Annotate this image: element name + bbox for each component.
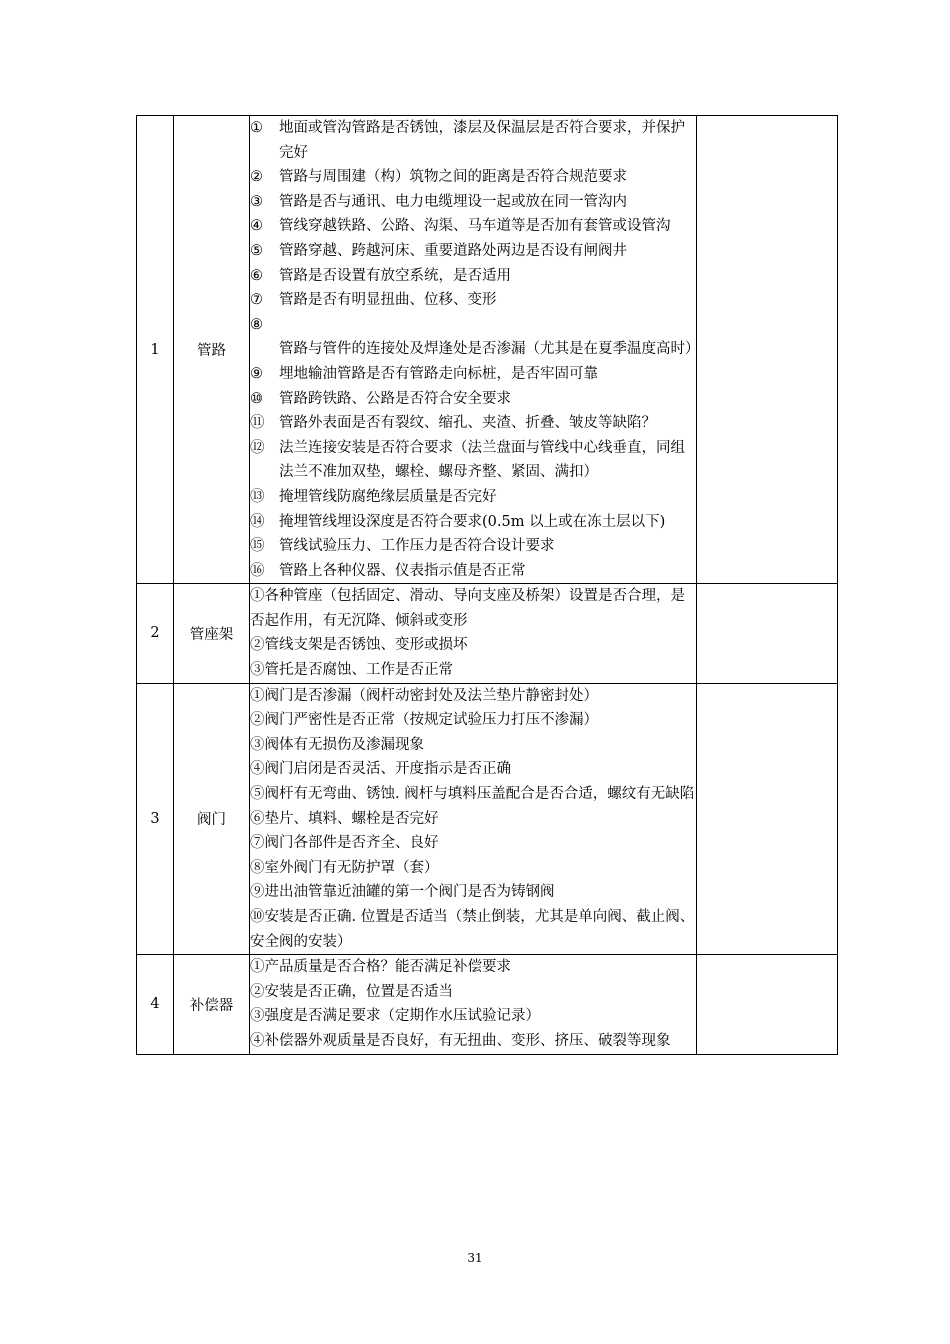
item-name: 阀门 (174, 683, 250, 955)
remark-cell (697, 955, 838, 1054)
item-name: 管路 (174, 116, 250, 584)
item-number: 3 (137, 683, 174, 955)
item-text: 补偿器外观质量是否良好，有无扭曲、变形、挤压、破裂等现象 (264, 1032, 671, 1049)
item-marker: ② (250, 637, 265, 654)
item-marker: ⑪ (250, 415, 265, 432)
item-name: 补偿器 (174, 955, 250, 1054)
item-marker: ⑩ (250, 390, 263, 407)
item-text: 垫片、填料、螺栓是否完好 (264, 810, 439, 827)
list-item (250, 214, 696, 239)
item-marker: ① (250, 959, 265, 976)
list-item (250, 880, 696, 905)
list-item (250, 411, 696, 436)
item-text: 阀杆有无弯曲、锈蚀. 阀杆与填料压盖配合是否合适，螺纹有无缺陷 (264, 786, 695, 803)
item-marker: ⑮ (250, 538, 265, 555)
list-item (250, 955, 696, 980)
item-marker: ② (250, 712, 265, 729)
list-item (250, 782, 696, 807)
page-number: 31 (467, 1251, 483, 1265)
check-content-cell (250, 116, 700, 584)
list-item (250, 1029, 696, 1054)
list-item (250, 288, 696, 313)
item-name: 管座架 (174, 584, 250, 683)
list-item (250, 116, 696, 165)
item-marker: ⑩ (250, 909, 265, 925)
item-text: 阀门严密性是否正常（按规定试验压力打压不渗漏） (264, 712, 598, 729)
item-marker: ③ (250, 193, 263, 210)
item-marker: ⑫ (250, 439, 265, 456)
item-text: 管路是否有明显扭曲、位移、变形 (279, 292, 497, 309)
list-item (250, 831, 696, 856)
item-marker: ⑧ (250, 316, 263, 333)
item-marker: ⑨ (250, 884, 265, 901)
item-number: 2 (137, 584, 174, 683)
item-marker: ① (250, 120, 263, 136)
item-marker: ⑬ (250, 488, 265, 505)
check-content-cell (250, 584, 697, 683)
item-number: 4 (137, 955, 174, 1054)
item-text: 埋地输油管路是否有管路走向标桩，是否牢固可靠 (279, 365, 598, 382)
list-item (250, 485, 696, 510)
list-item (250, 905, 696, 954)
item-marker: ⑦ (250, 292, 263, 309)
item-text: 管路跨铁路、公路是否符合安全要求 (279, 390, 511, 407)
item-text: 阀门是否渗漏（阀杆动密封处及法兰垫片静密封处） (264, 687, 598, 704)
item-text: 管路穿越、跨越河床、重要道路处两边是否设有闸阀井 (279, 242, 627, 259)
item-marker: ⑤ (250, 242, 263, 259)
list-item (250, 757, 696, 782)
list-item (250, 708, 696, 733)
item-marker: ③ (250, 736, 265, 753)
list-item (250, 807, 696, 832)
item-text: 进出油管靠近油罐的第一个阀门是否为铸钢阀 (264, 884, 555, 901)
item-text: 管路是否设置有放空系统，是否适用 (279, 267, 511, 284)
list-item (250, 1004, 696, 1029)
remark-cell (697, 584, 838, 683)
item-marker: ④ (250, 761, 265, 778)
item-marker: ① (250, 687, 265, 704)
item-text: 管路上各种仪器、仪表指示值是否正常 (279, 562, 526, 579)
table-row (137, 584, 838, 683)
item-text: 掩埋管线埋设深度是否符合要求(0.5m 以上或在冻土层以下) (279, 513, 666, 530)
list-item (250, 980, 696, 1005)
list-item (250, 633, 696, 658)
table-row (137, 683, 838, 955)
item-text: 管线支架是否锈蚀、变形或损坏 (264, 637, 468, 654)
item-marker: ⑥ (250, 810, 265, 827)
item-marker: ④ (250, 218, 263, 235)
item-marker: ② (250, 983, 265, 1000)
list-item (250, 856, 696, 881)
list-item (250, 534, 696, 559)
list-item (250, 190, 696, 215)
item-text: 阀门启闭是否灵活、开度指示是否正确 (264, 761, 511, 778)
check-list (250, 955, 696, 1053)
item-number: 1 (137, 116, 174, 584)
remark-cell (697, 116, 838, 584)
item-text: 管路与管件的连接处及焊逢处是否渗漏（尤其是在夏季温度高时） (279, 341, 700, 358)
table-row (137, 116, 838, 584)
item-text: 安装是否正确，位置是否适当 (264, 983, 453, 1000)
list-item (250, 387, 696, 412)
check-content-cell (250, 955, 697, 1054)
list-item (250, 733, 696, 758)
item-marker: ① (250, 588, 265, 605)
item-marker: ⑭ (250, 513, 265, 530)
list-item (250, 165, 696, 190)
remark-cell (697, 683, 838, 955)
list-item (250, 313, 700, 362)
item-text: 管线穿越铁路、公路、沟渠、马车道等是否加有套管或设管沟 (279, 218, 671, 235)
list-item (250, 559, 696, 584)
item-text: 管托是否腐蚀、工作是否正常 (264, 662, 453, 679)
item-text: 阀体有无损伤及渗漏现象 (264, 736, 424, 753)
check-list (250, 116, 700, 583)
list-item (250, 584, 696, 633)
item-text: 各种管座（包括固定、滑动、导向支座及桥架）设置是否合理，是否起作用，有无沉降、倾斜或变形 (250, 588, 685, 629)
item-marker: ⑯ (250, 562, 265, 579)
item-text: 产品质量是否合格？能否满足补偿要求 (264, 959, 511, 976)
item-text: 管路是否与通讯、电力电缆埋设一起或放在同一管沟内 (279, 193, 627, 210)
check-content-cell (250, 683, 697, 955)
check-list (250, 684, 696, 955)
item-marker: ② (250, 169, 263, 186)
item-text: 强度是否满足要求（定期作水压试验记录） (264, 1008, 540, 1025)
item-marker: ⑦ (250, 835, 265, 852)
item-text: 管路与周围建（构）筑物之间的距离是否符合规范要求 (279, 169, 627, 186)
list-item (250, 510, 696, 535)
item-marker: ③ (250, 1008, 265, 1025)
item-text: 室外阀门有无防护罩（套） (264, 859, 439, 876)
item-text: 地面或管沟管路是否锈蚀，漆层及保温层是否符合要求，并保护完好 (279, 120, 685, 161)
item-marker: ⑥ (250, 267, 263, 284)
item-marker: ⑧ (250, 859, 265, 876)
list-item (250, 264, 696, 289)
item-text: 法兰连接安装是否符合要求（法兰盘面与管线中心线垂直，同组法兰不准加双垫，螺栓、螺母齐整、紧固、满扣） (279, 439, 685, 481)
item-marker: ⑨ (250, 365, 263, 382)
inspection-checklist-table (136, 115, 838, 1055)
list-item (250, 658, 696, 683)
item-text: 管线试验压力、工作压力是否符合设计要求 (279, 538, 555, 555)
check-list (250, 584, 696, 682)
item-text: 安装是否正确. 位置是否适当（禁止倒装，尤其是单向阀、截止阀、安全阀的安装） (250, 909, 695, 950)
table-row (137, 955, 838, 1054)
item-text: 阀门各部件是否齐全、良好 (264, 835, 439, 852)
list-item (250, 436, 696, 485)
item-marker: ⑤ (250, 786, 265, 803)
item-marker: ④ (250, 1032, 265, 1049)
item-text: 掩埋管线防腐绝缘层质量是否完好 (279, 488, 497, 505)
list-item (250, 362, 696, 387)
list-item (250, 684, 696, 709)
list-item (250, 239, 696, 264)
item-marker: ③ (250, 662, 265, 679)
item-text: 管路外表面是否有裂纹、缩孔、夹渣、折叠、皱皮等缺陷？ (279, 415, 656, 432)
